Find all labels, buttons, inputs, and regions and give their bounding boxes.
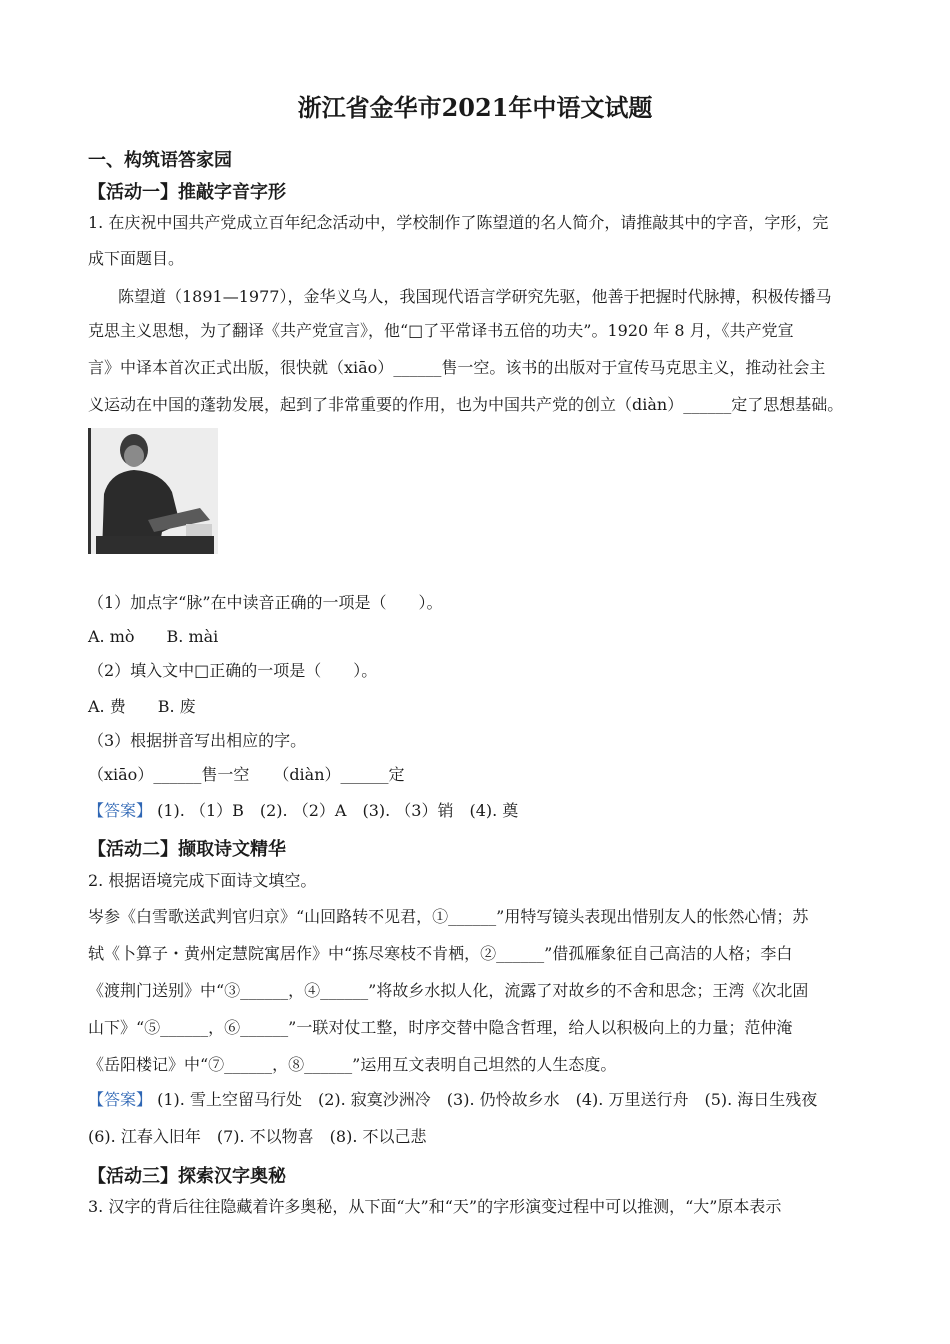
section-heading: 一、构筑语答家园	[88, 150, 232, 171]
option-row: A. 费 B. 废	[88, 697, 196, 716]
answer-label: 【答案】	[88, 801, 153, 820]
question-text: 轼《卜算子・黄州定慧院寓居作》中“拣尽寒枝不肯栖，②______”借孤雁象征自己高洁的人格；李白	[88, 944, 793, 963]
option-row: A. mò B. mài	[88, 627, 219, 646]
activity-heading: 【活动三】探索汉字奥秘	[88, 1166, 286, 1187]
question-text: 岑参《白雪歌送武判官归京》“山回路转不见君，①______”用特写镜头表现出惜别友人的怅然心情；苏	[88, 907, 809, 926]
sub-question: （1）加点字“脉”在中读音正确的一项是（ ）。	[88, 593, 443, 612]
question-text: 2. 根据语境完成下面诗文填空。	[88, 871, 317, 890]
question-text: 成下面题目。	[88, 249, 185, 268]
answer-label: 【答案】	[88, 1090, 153, 1109]
question-text: 3. 汉字的背后往往隐藏着许多奥秘，从下面“大”和“天”的字形演变过程中可以推测，“大”原本表示	[88, 1197, 782, 1216]
sub-question: （3）根据拼音写出相应的字。	[88, 731, 307, 750]
portrait-photo	[88, 428, 218, 554]
page-title: 浙江省金华市2021年中语文试题	[297, 93, 653, 122]
answer-row	[88, 800, 518, 822]
answer-row	[88, 1089, 817, 1111]
passage-text: 克思主义思想，为了翻译《共产党宣言》，他“□了平常译书五倍的功夫”。1920 年 8 月，《共产党宣	[88, 321, 794, 340]
activity-heading: 【活动一】推敲字音字形	[88, 182, 286, 203]
answer-text: (1). 雪上空留马行处 (2). 寂寞沙洲冷 (3). 仍怜故乡水 (4). 万里送行舟 (5). 海日生残夜	[157, 1090, 818, 1109]
passage-text: 言》中译本首次正式出版，很快就（xiāo）______售一空。该书的出版对于宣传马克思主义，推动社会主	[88, 358, 826, 377]
answer-text: (1). （1）B (2). （2）A (3). （3）销 (4). 奠	[157, 801, 519, 820]
activity-heading: 【活动二】撷取诗文精华	[88, 839, 286, 860]
passage-text: 陈望道（1891—1977），金华义乌人，我国现代语言学研究先驱，他善于把握时代脉搏，积极传播马	[118, 287, 832, 306]
sub-question: （2）填入文中□正确的一项是（ ）。	[88, 661, 378, 680]
passage-text: 义运动在中国的蓬勃发展，起到了非常重要的作用，也为中国共产党的创立（diàn）______定了思想基础。	[88, 395, 844, 414]
question-text: 《渡荆门送别》中“③______，④______”将故乡水拟人化，流露了对故乡的不舍和思念；王湾《次北固	[88, 981, 809, 1000]
question-text: 《岳阳楼记》中“⑦______，⑧______”运用互文表明自己坦然的人生态度。	[88, 1055, 617, 1074]
question-text: 1. 在庆祝中国共产党成立百年纪念活动中，学校制作了陈望道的名人简介，请推敲其中的字音，字形，完	[88, 213, 829, 232]
fill-blank-row: （xiāo）______售一空 （diàn）______定	[88, 765, 405, 784]
answer-text: (6). 江春入旧年 (7). 不以物喜 (8). 不以己悲	[88, 1127, 427, 1146]
question-text: 山下》“⑤______，⑥______”一联对仗工整，时序交替中隐含哲理，给人以积极向上的力量；范仲淹	[88, 1018, 793, 1037]
